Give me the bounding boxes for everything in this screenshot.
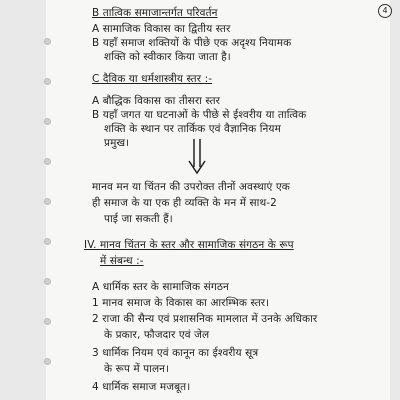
section-b-item: A बौद्धिक विकास का तीसरा स्तर xyxy=(92,95,221,107)
section-c-item: 1 मानव समाज के विकास का आरम्भिक स्तर। xyxy=(92,297,270,309)
punch-hole xyxy=(44,278,51,285)
section-c-heading: IV. मानव चिंतन के स्तर और सामाजिक संगठन के रूप xyxy=(84,239,294,251)
section-b-item: B यहाँ जगत या घटनाओं के पीछे से ईश्वरीय या तात्विक xyxy=(92,109,307,121)
punch-hole xyxy=(44,358,51,365)
page-number: 4 xyxy=(378,4,392,18)
note-line: पाई जा सकती हैं। xyxy=(104,213,173,225)
section-a-item: शक्ति को स्वीकार किया जाता है। xyxy=(104,51,231,63)
section-c-item: A धार्मिक स्तर के सामाजिक संगठन xyxy=(92,281,229,293)
section-c-heading-cont: में संबन्ध :- xyxy=(100,255,144,267)
punch-hole xyxy=(44,318,51,325)
section-c-item: 3 धार्मिक नियम एवं कानून का ईश्वरीय सूत्र xyxy=(92,347,259,359)
punch-hole xyxy=(44,238,51,245)
section-b-item: शक्ति के स्थान पर तार्किक एवं वैज्ञानिक नियम xyxy=(104,123,282,135)
punch-hole xyxy=(44,198,51,205)
punch-hole xyxy=(44,38,51,45)
note-line: मानव मन या चिंतन की उपरोक्त तीनों अवस्थाएं एक xyxy=(92,181,290,193)
section-c-item: के रूप में पालन। xyxy=(104,363,170,375)
note-line: ही समाज के या एक ही व्यक्ति के मन में साथ-2 xyxy=(92,197,277,209)
section-b-heading: C दैविक या धर्मशास्त्रीय स्तर :- xyxy=(92,73,213,85)
margin-holes xyxy=(44,0,52,400)
section-b-item: प्रमुख। xyxy=(104,137,130,149)
punch-hole xyxy=(44,158,51,165)
section-c-item: 4 धार्मिक समाज मजबूत। xyxy=(92,381,191,393)
section-c-item: 2 राजा की सैन्य एवं प्रशासनिक मामलात में उनके अधिकार xyxy=(92,313,318,325)
section-a-heading: B तात्विक समाजान्तर्गत परिवर्तन xyxy=(92,7,218,19)
section-c-item: के प्रकार, फौजदार एवं जेल xyxy=(104,329,210,341)
section-a-item: A सामाजिक विकास का द्वितीय स्तर xyxy=(92,23,231,35)
section-a-item: B यहाँ समाज शक्तियों के पीछे एक अदृश्य नियामक xyxy=(92,37,292,49)
punch-hole xyxy=(44,118,51,125)
down-arrow-icon xyxy=(186,137,208,175)
punch-hole xyxy=(44,78,51,85)
